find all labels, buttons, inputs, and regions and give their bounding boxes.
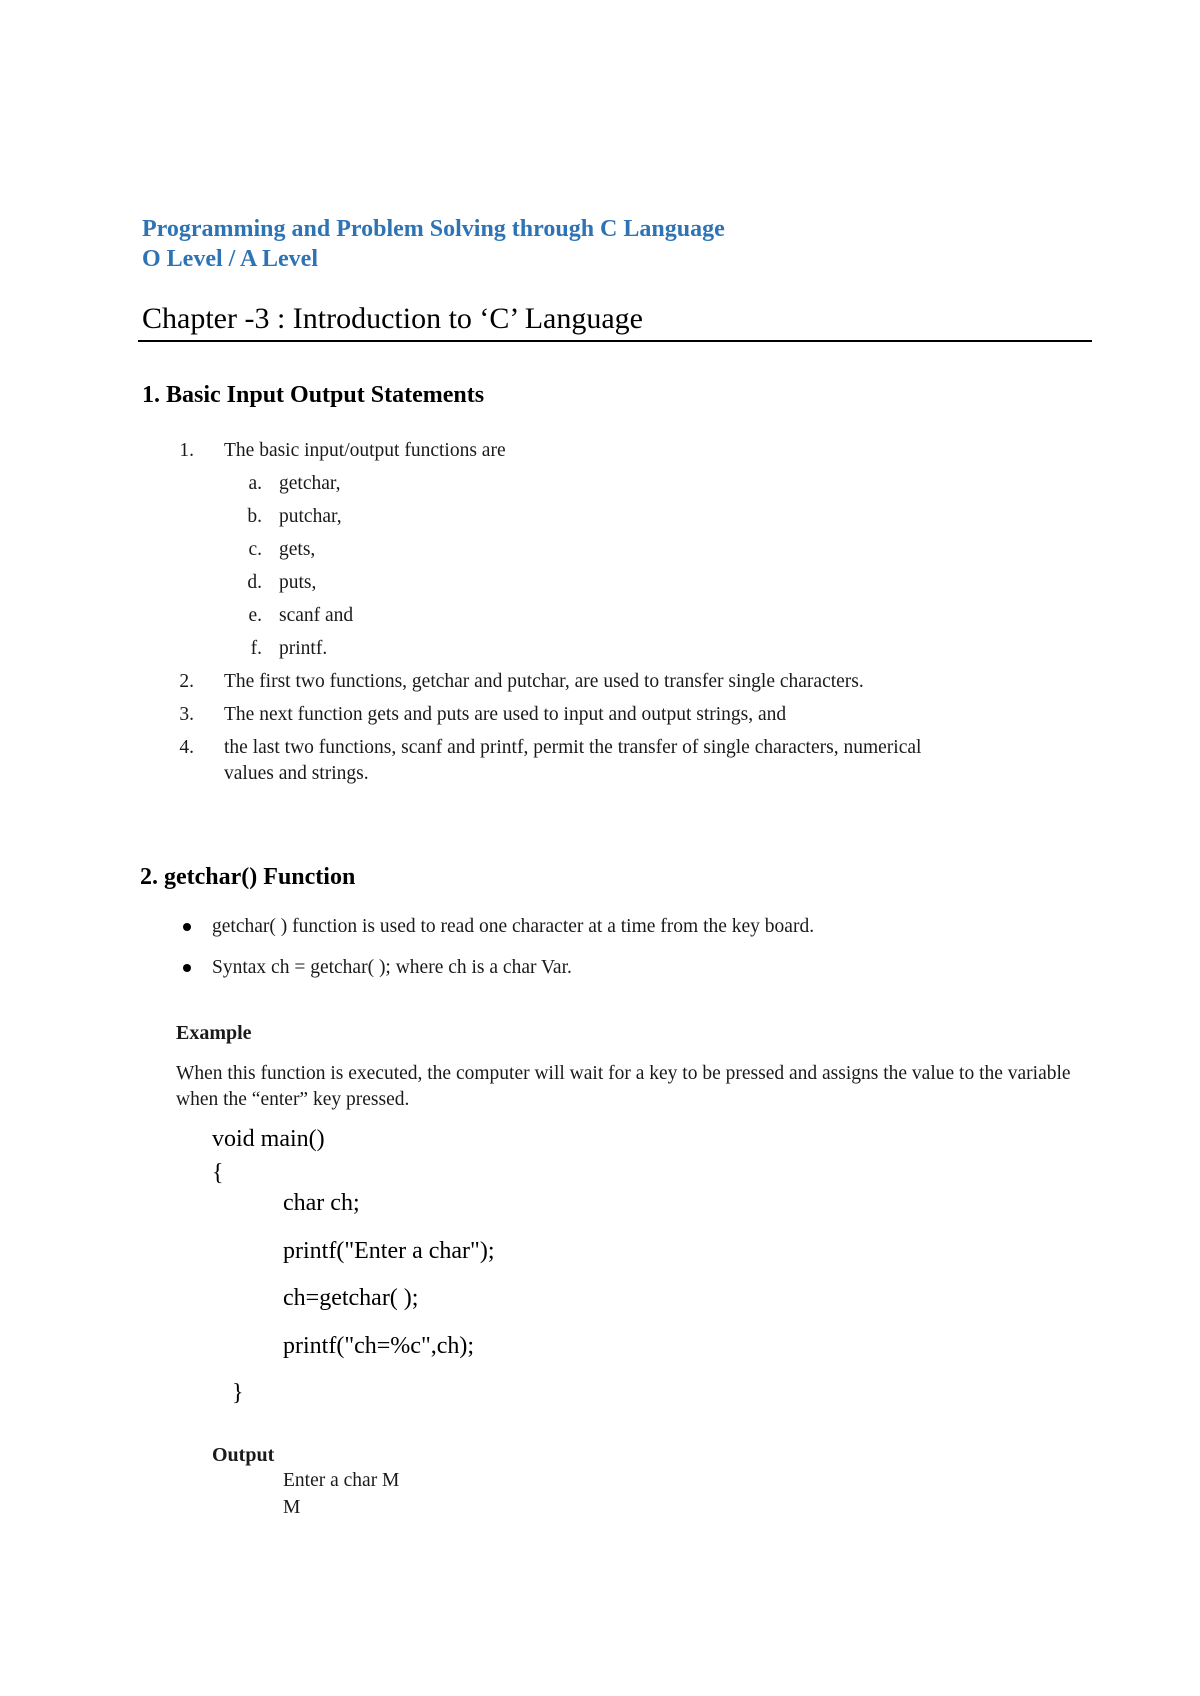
sub-list-text: putchar, [279, 506, 342, 527]
list-item-number: 1. [179, 440, 194, 461]
sub-list-text: getchar, [279, 473, 341, 494]
list-item-number: 3. [179, 704, 194, 725]
output-label: Output [212, 1444, 275, 1466]
sub-list-letter: f. [250, 638, 262, 659]
bullet-text: Syntax ch = getchar( ); where ch is a char Var. [212, 957, 572, 978]
sub-list-letter: b. [247, 506, 262, 527]
list-item-text: the last two functions, scanf and printf, permit the transfer of single characters, numerical [224, 737, 922, 758]
list-item-text: The first two functions, getchar and putchar, are used to transfer single characters. [224, 671, 864, 692]
sub-list-text: printf. [279, 638, 328, 659]
course-title: Programming and Problem Solving through C Language [142, 216, 725, 242]
chapter-title: Chapter -3 : Introduction to ‘C’ Language [142, 302, 643, 335]
sub-list-text: puts, [279, 572, 317, 593]
code-line: printf("ch=%c",ch); [283, 1333, 475, 1359]
bullet-text: getchar( ) function is used to read one character at a time from the key board. [212, 916, 815, 937]
code-line: ch=getchar( ); [283, 1285, 419, 1311]
course-level: O Level / A Level [142, 246, 318, 272]
list-item-text: The next function gets and puts are used to input and output strings, and [224, 704, 787, 725]
list-item-text: The basic input/output functions are [224, 440, 506, 461]
section-heading-basic-io: 1. Basic Input Output Statements [142, 382, 485, 408]
list-item-text-continued: values and strings. [224, 763, 369, 784]
code-line: printf("Enter a char"); [283, 1238, 495, 1264]
sub-list-text: scanf and [279, 605, 354, 626]
sub-list-text: gets, [279, 539, 316, 560]
bullet-icon [183, 964, 191, 972]
section-heading-getchar: 2. getchar() Function [140, 864, 356, 890]
output-line: Enter a char M [283, 1470, 400, 1491]
chapter-divider [138, 340, 1092, 342]
example-description: When this function is executed, the computer will wait for a key to be pressed and assigns the value to the variable when the “enter” key pressed. [176, 1063, 1071, 1110]
sub-list-letter: d. [247, 572, 262, 593]
code-line: { [212, 1160, 224, 1186]
code-line: void main() [212, 1126, 325, 1152]
bullet-icon [183, 923, 191, 931]
code-line: char ch; [283, 1190, 360, 1216]
sub-list-letter: e. [248, 605, 262, 626]
output-line: M [283, 1497, 301, 1518]
list-item-number: 2. [179, 671, 194, 692]
list-item-number: 4. [179, 737, 194, 758]
sub-list-letter: c. [248, 539, 262, 560]
example-label: Example [176, 1022, 252, 1044]
code-line: } [232, 1380, 244, 1406]
sub-list-letter: a. [248, 473, 262, 494]
